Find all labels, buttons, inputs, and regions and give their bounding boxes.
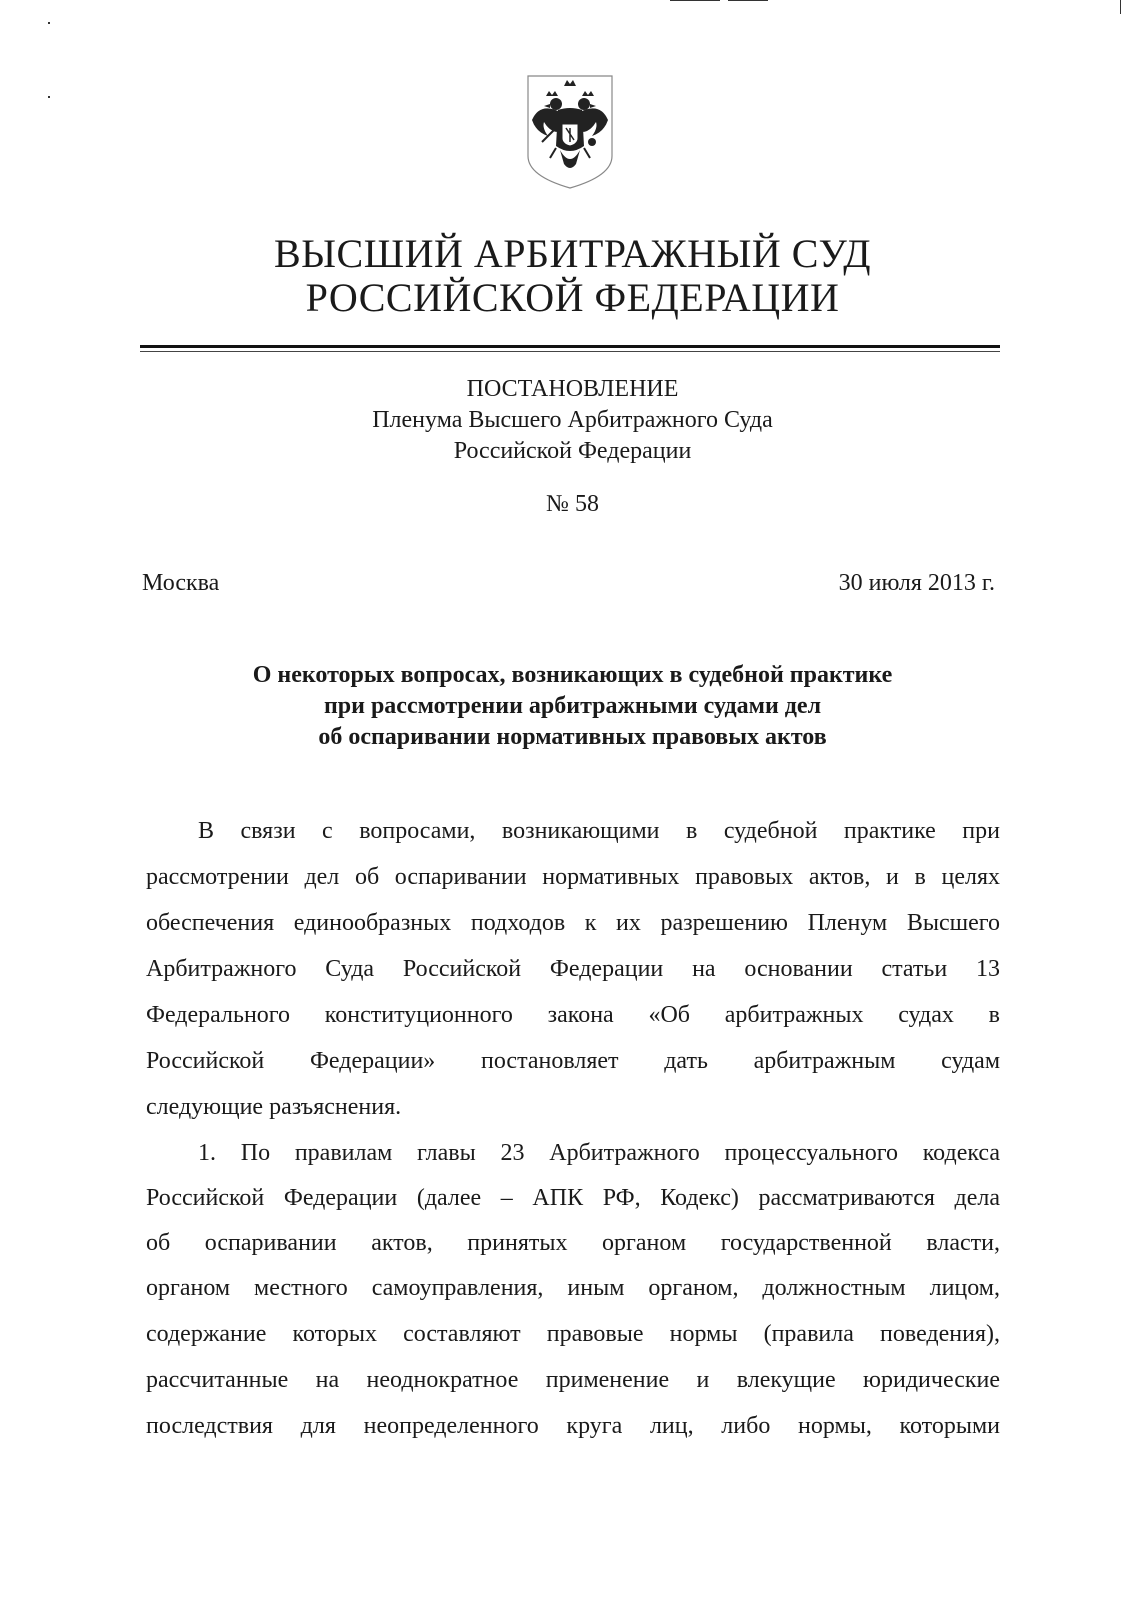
- body-line: следующие разъяснения.: [146, 1094, 402, 1120]
- resolution-title: ПОСТАНОВЛЕНИЕ: [466, 376, 679, 402]
- scan-artifact: [670, 0, 720, 1]
- scan-artifact: [728, 0, 768, 1]
- resolution-subject: [0, 660, 1145, 753]
- scan-artifact: [48, 22, 50, 24]
- date: 30 июля 2013 г.: [838, 570, 995, 596]
- header-rule: [140, 345, 1000, 348]
- body-line: Федерального конституционного закона «Об арбитражных судах в: [146, 1002, 1000, 1028]
- body-line: органом местного самоуправления, иным органом, должностным лицом,: [146, 1275, 1000, 1301]
- body-line: Российской Федерации» постановляет дать арбитражным судам: [146, 1048, 1000, 1074]
- body-line: последствия для неопределенного круга лиц, либо нормы, которыми: [146, 1413, 1000, 1439]
- russian-coat-of-arms-icon: [520, 72, 620, 192]
- body-line: об оспаривании актов, принятых органом государственной власти,: [146, 1230, 1000, 1256]
- scan-artifact: [1120, 0, 1121, 14]
- body-line: рассмотрении дел об оспаривании нормативных правовых актов, и в целях: [146, 864, 1000, 890]
- body-line: рассчитанные на неоднократное применение и влекущие юридические: [146, 1367, 1000, 1393]
- court-name-line-2: РОССИЙСКОЙ ФЕДЕРАЦИИ: [305, 275, 840, 320]
- body-line: содержание которых составляют правовые нормы (правила поведения),: [146, 1321, 1000, 1347]
- resolution-number: № 58: [546, 491, 599, 517]
- subject-line-3: об оспаривании нормативных правовых актов: [318, 724, 827, 750]
- court-name-line-1: ВЫСШИЙ АРБИТРАЖНЫЙ СУД: [273, 231, 871, 276]
- subject-line-1: О некоторых вопросах, возникающих в судебной практике: [252, 662, 893, 688]
- body-line: Арбитражного Суда Российской Федерации на основании статьи 13: [146, 956, 1000, 982]
- scan-artifact: [48, 96, 50, 98]
- subject-line-2: при рассмотрении арбитражными судами дел: [323, 693, 822, 719]
- issuer-line-2: Российской Федерации: [453, 438, 692, 464]
- body-line: обеспечения единообразных подходов к их разрешению Пленум Высшего: [146, 910, 1000, 936]
- body-line: В связи с вопросами, возникающими в судебной практике при: [198, 818, 1000, 844]
- header-rule-thin: [140, 351, 1000, 352]
- body-line: 1. По правилам главы 23 Арбитражного процессуального кодекса: [198, 1140, 1000, 1166]
- body-line: Российской Федерации (далее – АПК РФ, Кодекс) рассматриваются дела: [146, 1185, 1000, 1211]
- issuer-line-1: Пленума Высшего Арбитражного Суда: [372, 407, 773, 433]
- place: Москва: [142, 570, 220, 596]
